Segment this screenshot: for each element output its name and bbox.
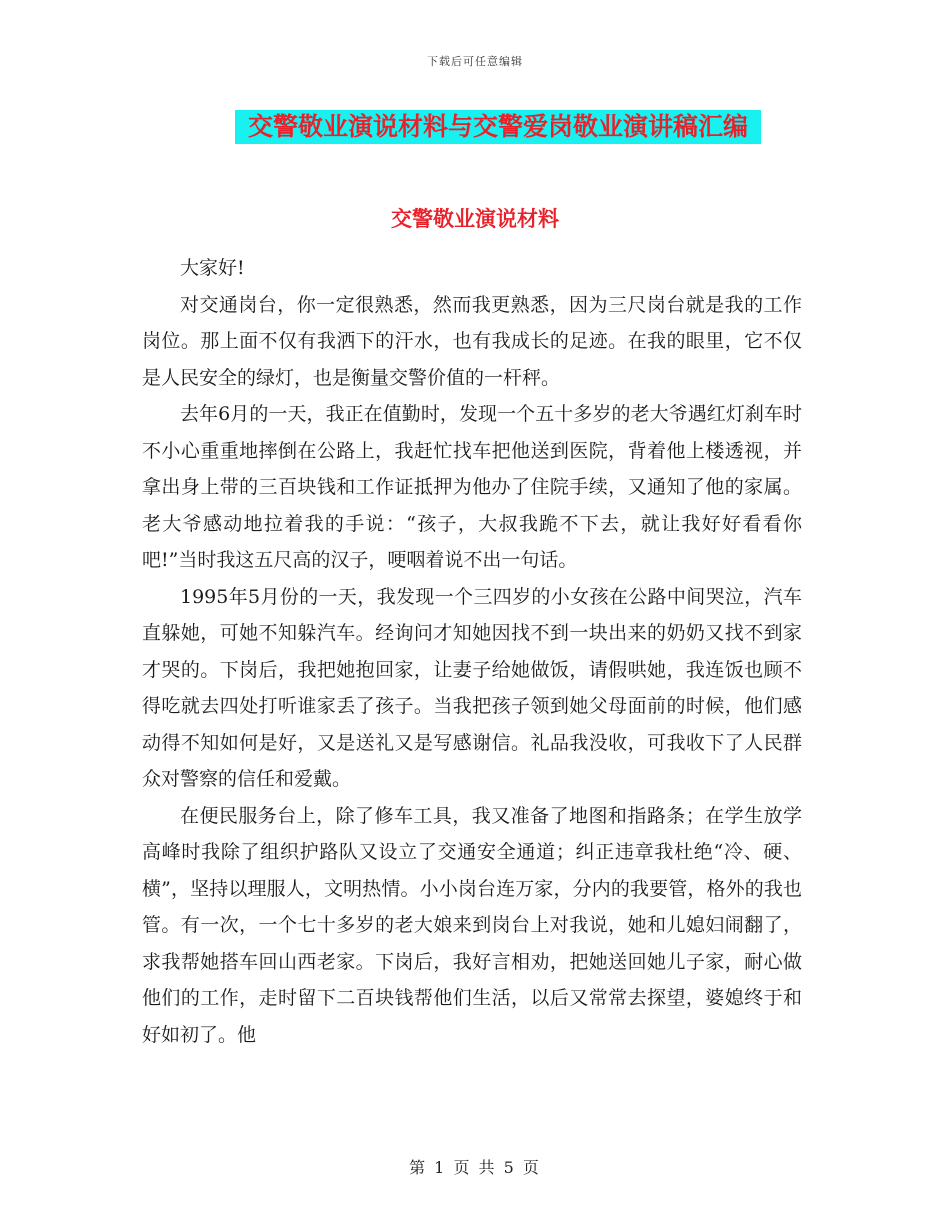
document-title: 交警敬业演说材料与交警爱岗敬业演讲稿汇编 xyxy=(235,110,761,144)
header-note: 下载后可任意编辑 xyxy=(427,55,523,68)
paragraph-greeting: 大家好! xyxy=(180,257,245,279)
paragraph: 对交通岗台，你一定很熟悉，然而我更熟悉，因为三尺岗台就是我的工作岗位。那上面不仅有我洒下的汗水，也有我成长的足迹。在我的眼里，它不仅是人民安全的绿灯，也是衡量交警价值的一杆秤。 xyxy=(142,293,802,389)
page-number: 第 1 页 共 5 页 xyxy=(409,1158,541,1177)
section-title: 交警敬业演说材料 xyxy=(391,207,559,231)
paragraph: 1995年5月份的一天，我发现一个三四岁的小女孩在公路中间哭泣，汽车直躲她，可她不知躲汽车。经询问才知她因找不到一块出来的奶奶又找不到家才哭的。下岗后，我把她抱回家，让妻子给她做饭，请假哄她，我连饭也顾不得吃就去四处打听谁家丢了孩子。当我把孩子领到她父母面前的时候，他们感动得不知如何是好，又是送礼又是写感谢信。礼品我没收，可我收下了人民群众对警察的信任和爱戴。 xyxy=(142,585,802,790)
paragraph: 在便民服务台上，除了修车工具，我又准备了地图和指路条；在学生放学高峰时我除了组织护路队又设立了交通安全通道；纠正违章我杜绝“冷、硬、横”，坚持以理服人，文明热情。小小岗台连万家，分内的我要管，格外的我也管。有一次，一个七十多岁的老大娘来到岗台上对我说，她和儿媳妇闹翻了，求我帮她搭车回山西老家。下岗后，我好言相劝，把她送回她儿子家，耐心做他们的工作，走时留下二百块钱帮他们生活，以后又常常去探望，婆媳终于和好如初了。他 xyxy=(142,804,802,1046)
body-text xyxy=(142,250,802,1053)
paragraph: 去年6月的一天，我正在值勤时，发现一个五十多岁的老大爷遇红灯刹车时不小心重重地摔倒在公路上，我赶忙找车把他送到医院，背着他上楼透视，并拿出身上带的三百块钱和工作证抵押为他办了住院手续，又通知了他的家属。老大爷感动地拉着我的手说：“孩子，大叔我跪不下去，就让我好好看看你吧!”当时我这五尺高的汉子，哽咽着说不出一句话。 xyxy=(142,403,802,571)
